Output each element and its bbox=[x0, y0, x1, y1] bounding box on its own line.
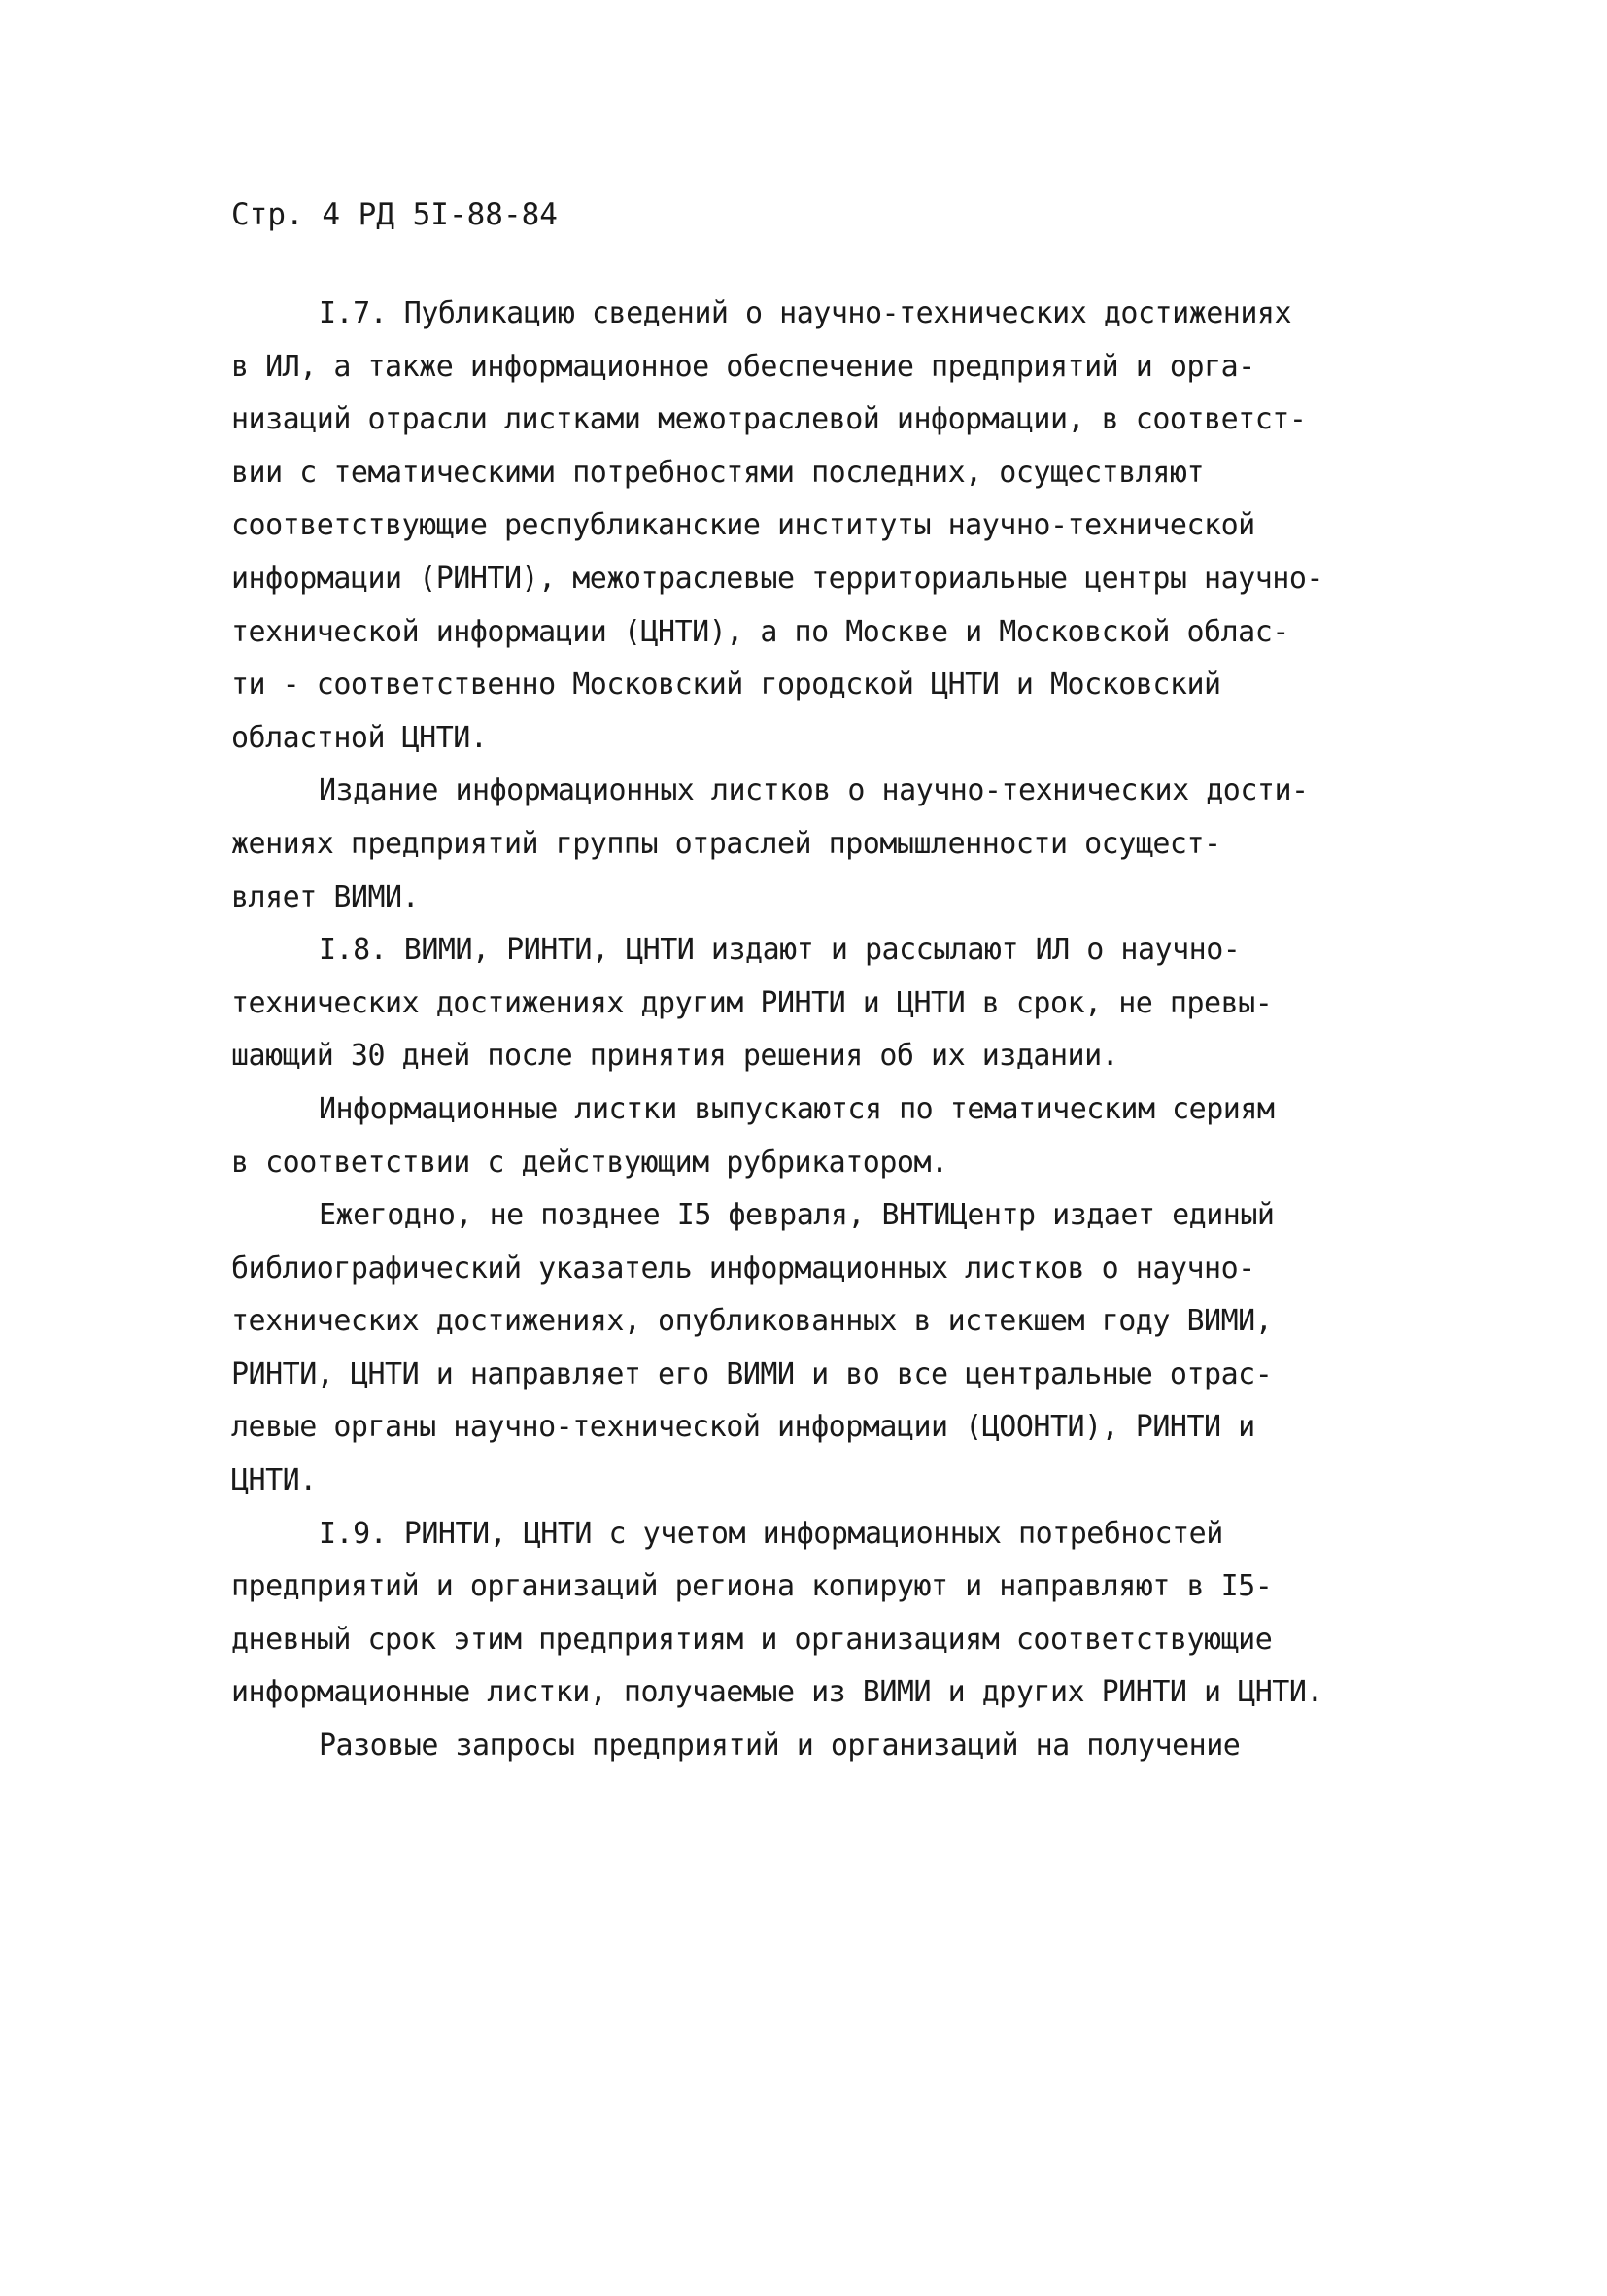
text-line: технических достижениях, опубликованных в истекшем году ВИМИ, bbox=[231, 1304, 1273, 1339]
text-line: областной ЦНТИ. bbox=[231, 720, 488, 755]
text-line: ЦНТИ. bbox=[231, 1463, 317, 1498]
text-line: соответствующие республиканские институты научно-технической bbox=[231, 508, 1255, 543]
text-line: информации (РИНТИ), межотраслевые территориальные центры научно- bbox=[231, 561, 1323, 596]
text-line: Ежегодно, не позднее I5 февраля, ВНТИЦентр издает единый bbox=[319, 1198, 1275, 1233]
text-line: Информационные листки выпускаются по тематическим сериям bbox=[319, 1091, 1275, 1126]
page-header: Стр. 4 РД 5I-88-84 bbox=[231, 197, 558, 232]
text-line: ти - соответственно Московский городской ЦНТИ и Московский bbox=[231, 668, 1221, 703]
text-line: библиографический указатель информационных листков о научно- bbox=[231, 1251, 1255, 1285]
text-line: I.7. Публикацию сведений о научно-технических достижениях bbox=[319, 296, 1292, 330]
text-line: в соответствии с действующим рубрикатором. bbox=[231, 1145, 948, 1180]
text-line: предприятий и организаций региона копируют и направляют в I5- bbox=[231, 1569, 1273, 1604]
text-line: низаций отрасли листками межотраслевой информации, в соответст- bbox=[231, 402, 1307, 437]
text-line: I.8. ВИМИ, РИНТИ, ЦНТИ издают и рассылают ИЛ о научно- bbox=[319, 933, 1241, 968]
text-line: технических достижениях другим РИНТИ и ЦНТИ в срок, не превы- bbox=[231, 985, 1273, 1020]
text-line: информационные листки, получаемые из ВИМИ и других РИНТИ и ЦНТИ. bbox=[231, 1675, 1323, 1710]
text-line: дневный срок этим предприятиям и организациям соответствующие bbox=[231, 1622, 1273, 1657]
text-line: вии с тематическими потребностями последних, осуществляют bbox=[231, 455, 1205, 490]
text-line: левые органы научно-технической информации (ЦООНТИ), РИНТИ и bbox=[231, 1410, 1255, 1445]
text-line: РИНТИ, ЦНТИ и направляет его ВИМИ и во все центральные отрас- bbox=[231, 1356, 1273, 1391]
text-line: I.9. РИНТИ, ЦНТИ с учетом информационных потребностей bbox=[319, 1516, 1223, 1551]
text-line: шающий 30 дней после принятия решения об их издании. bbox=[231, 1039, 1119, 1074]
document-body bbox=[231, 288, 1407, 1773]
text-line: Издание информационных листков о научно-технических дости- bbox=[319, 773, 1309, 808]
text-line: вляет ВИМИ. bbox=[231, 879, 420, 914]
text-line: Разовые запросы предприятий и организаций на получение bbox=[319, 1729, 1241, 1764]
text-line: жениях предприятий группы отраслей промышленности осущест- bbox=[231, 826, 1221, 861]
text-line: в ИЛ, а также информационное обеспечение предприятий и орга- bbox=[231, 349, 1255, 384]
text-line: технической информации (ЦНТИ), а по Москве и Московской облас- bbox=[231, 614, 1289, 649]
